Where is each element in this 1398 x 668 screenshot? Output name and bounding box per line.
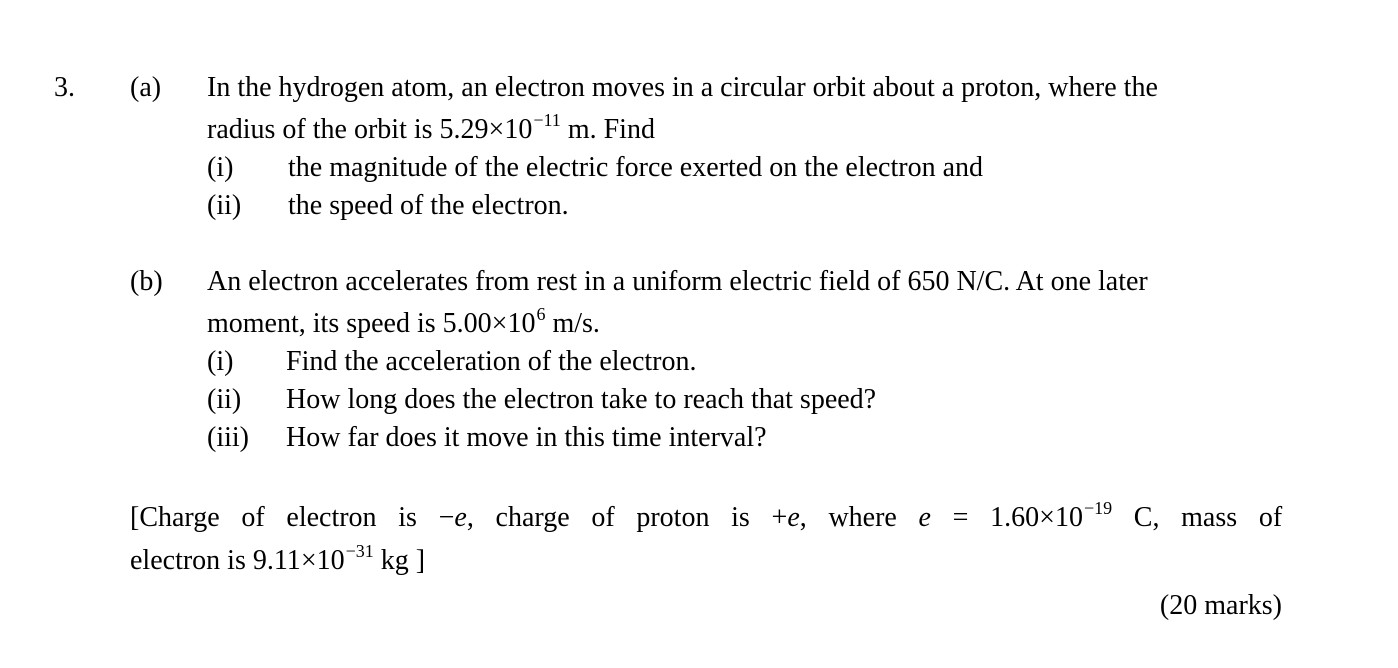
constants-word: is xyxy=(398,502,417,533)
constants-word: of xyxy=(1258,502,1283,533)
constants-line2 xyxy=(130,541,426,576)
part-a-line2 xyxy=(207,110,655,145)
constants-word: mass xyxy=(1181,502,1238,533)
constants-word: where xyxy=(828,502,897,533)
charge-exponent: −19 xyxy=(1083,498,1113,518)
part-a-line1: In the hydrogen atom, an electron moves in a circular orbit about a proton, where the xyxy=(207,72,1158,103)
part-b-item-label: (iii) xyxy=(207,422,249,453)
part-b-item-text: How far does it move in this time interval? xyxy=(286,422,767,453)
constants-line2-pre: electron is xyxy=(130,545,253,576)
comma: , xyxy=(1152,502,1160,533)
constants-word: electron xyxy=(286,502,377,533)
radius-mantissa: 5.29 xyxy=(439,114,489,145)
part-b-item-label: (ii) xyxy=(207,384,242,415)
speed-unit: m/s xyxy=(545,308,593,339)
times-sign: × xyxy=(488,114,505,145)
times-sign: × xyxy=(1039,502,1055,533)
charge-variable: e xyxy=(918,502,931,533)
radius-exponent: −11 xyxy=(533,110,561,130)
part-a-item-text: the speed of the electron. xyxy=(288,190,569,221)
radius-unit: m xyxy=(560,114,590,145)
power-base: 10 xyxy=(1054,502,1083,533)
equals-sign: = xyxy=(930,502,991,533)
part-a-label: (a) xyxy=(130,72,162,103)
electron-charge-symbol xyxy=(439,502,474,533)
constants-word: of xyxy=(591,502,615,533)
part-b-line2-post: . xyxy=(592,308,600,339)
part-a-item-label: (ii) xyxy=(207,190,242,221)
marks-label: (20 marks) xyxy=(1159,590,1282,621)
part-a-item-text: the magnitude of the electric force exerted on the electron and xyxy=(288,152,983,183)
part-a-line2-pre: radius of the orbit is xyxy=(207,114,440,145)
comma: , xyxy=(799,502,807,533)
part-b-line2 xyxy=(207,304,600,339)
constants-word: is xyxy=(731,502,750,533)
constants-word: [Charge xyxy=(130,502,220,533)
comma: , xyxy=(466,502,474,533)
part-b-item-text: How long does the electron take to reach that speed? xyxy=(286,384,877,415)
part-a-line2-post: . Find xyxy=(589,114,655,145)
speed-exponent: 6 xyxy=(536,304,546,324)
constants-line1 xyxy=(130,498,1283,533)
constants-line2-post: ] xyxy=(408,545,426,576)
charge-variable: e xyxy=(454,502,467,533)
speed-mantissa: 5.00 xyxy=(442,308,492,339)
mass-unit: kg xyxy=(373,545,409,576)
power-base: 10 xyxy=(504,114,533,145)
elementary-charge-value xyxy=(918,498,1160,533)
question-number: 3. xyxy=(54,72,75,103)
charge-unit: C xyxy=(1112,502,1153,533)
constants-word: charge xyxy=(495,502,570,533)
part-b-item-text: Find the acceleration of the electron. xyxy=(286,346,697,377)
mass-exponent: −31 xyxy=(345,541,374,561)
part-b-line2-pre: moment, its speed is xyxy=(207,308,443,339)
part-b-label: (b) xyxy=(130,266,163,297)
part-b-item-label: (i) xyxy=(207,346,234,377)
times-sign: × xyxy=(300,545,317,576)
charge-mantissa: 1.60 xyxy=(990,502,1040,533)
power-base: 10 xyxy=(316,545,345,576)
part-a-item-label: (i) xyxy=(207,152,234,183)
constants-word: proton xyxy=(636,502,710,533)
times-sign: × xyxy=(491,308,508,339)
charge-variable: e xyxy=(787,502,800,533)
mass-mantissa: 9.11 xyxy=(252,545,301,576)
plus-sign: + xyxy=(771,502,788,533)
proton-charge-symbol xyxy=(772,502,807,533)
part-b-line1: An electron accelerates from rest in a uniform electric field of 650 N/C. At one later xyxy=(207,266,1148,297)
constants-word: of xyxy=(241,502,265,533)
power-base: 10 xyxy=(507,308,536,339)
minus-sign: − xyxy=(438,502,455,533)
